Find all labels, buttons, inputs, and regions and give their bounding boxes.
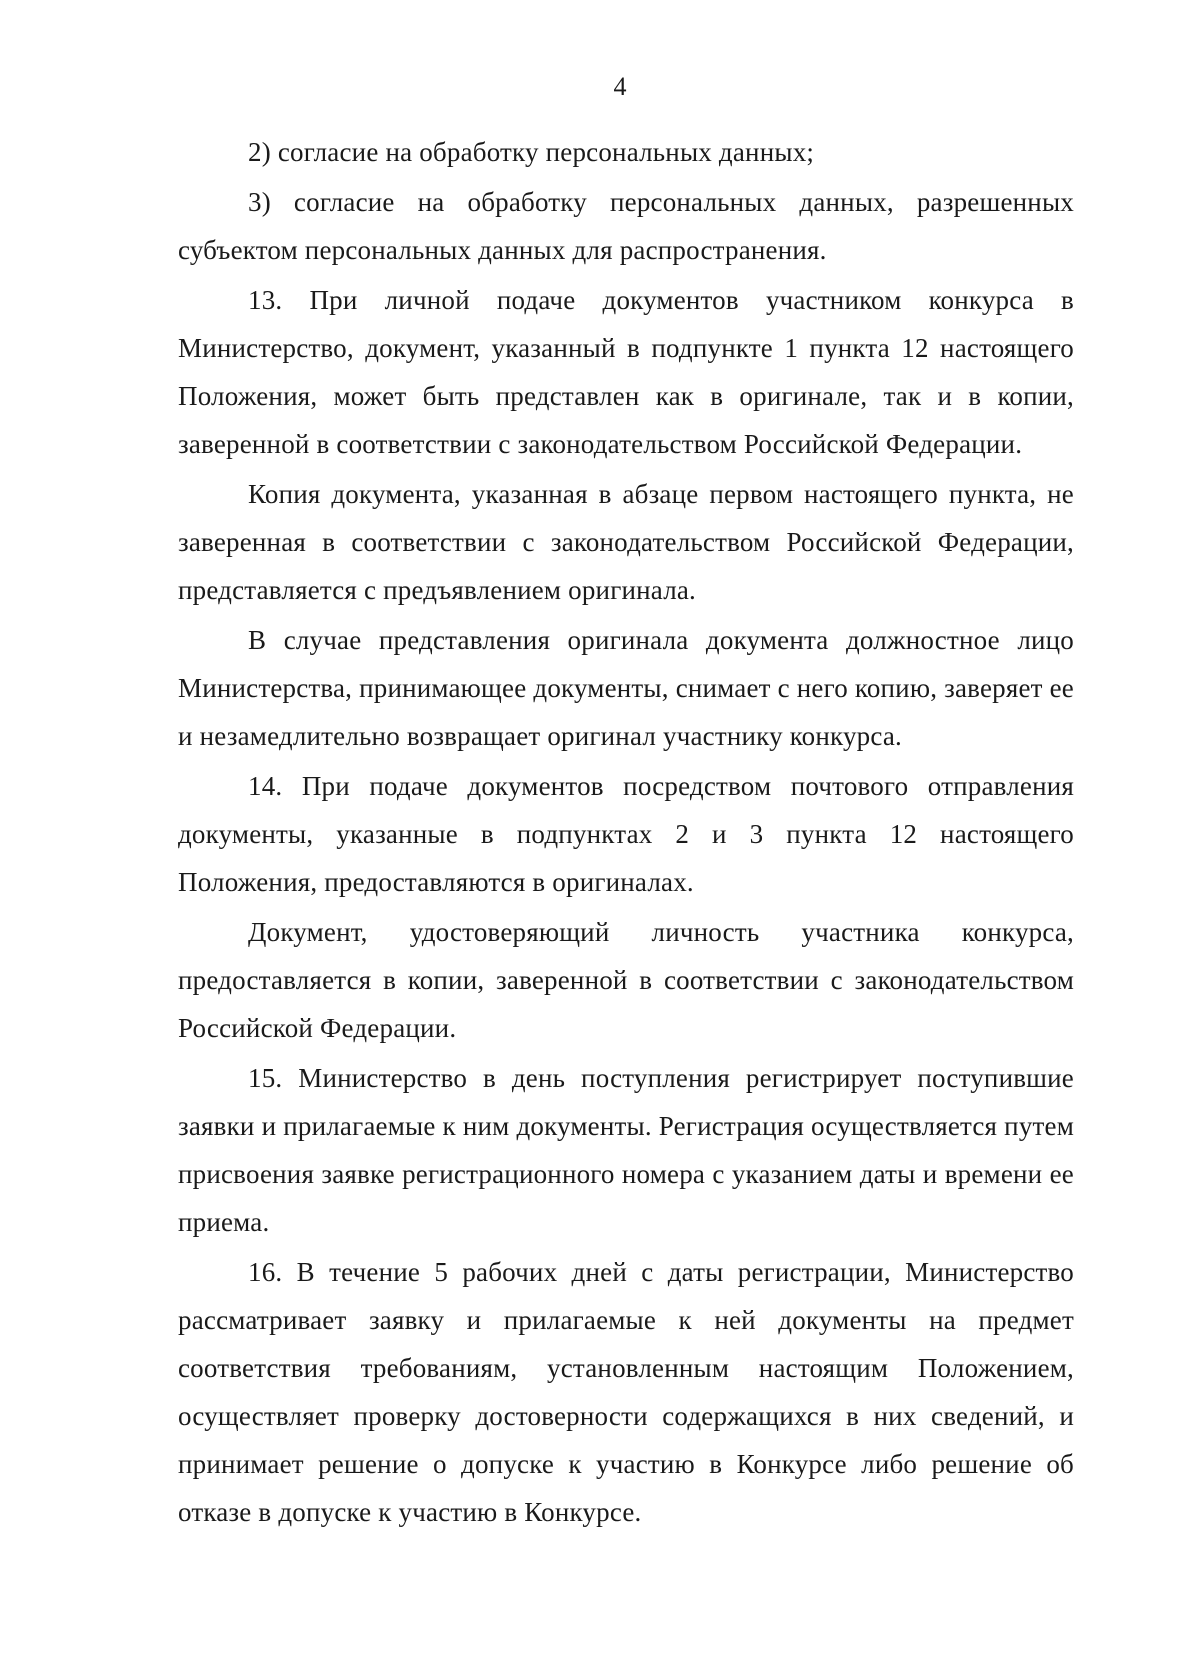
paragraph-identity-document: Документ, удостоверяющий личность участника конкурса, предоставляется в копии, заверенной в соответствии с законодательством Российской Федерации. [178,917,1074,1043]
paragraph-clause-15: 15. Министерство в день поступления регистрирует поступившие заявки и прилагаемые к ним документы. Регистрация осуществляется путем присвоения заявке регистрационного номера с указанием даты и времени ее приема. [178,1063,1074,1237]
paragraph-copy-certification: Копия документа, указанная в абзаце первом настоящего пункта, не заверенная в соответствии с законодательством Российской Федерации, представляется с предъявлением оригинала. [178,479,1074,605]
paragraph-clause-16: 16. В течение 5 рабочих дней с даты регистрации, Министерство рассматривает заявку и прилагаемые к ней документы на предмет соответствия требованиям, установленным настоящим Положением, осуществляет проверку достоверности содержащихся в них сведений, и принимает решение о допуске к участию в Конкурсе либо решение об отказе в допуске к участию в Конкурсе. [178,1257,1074,1527]
paragraph-clause-14: 14. При подаче документов посредством почтового отправления документы, указанные в подпунктах 2 и 3 пункта 12 настоящего Положения, предоставляются в оригиналах. [178,771,1074,897]
paragraph-item-2: 2) согласие на обработку персональных данных; [248,137,815,167]
paragraph-item-3: 3) согласие на обработку персональных данных, разрешенных субъектом персональных данных для распространения. [178,187,1074,265]
paragraph-original-return: В случае представления оригинала документа должностное лицо Министерства, принимающее документы, снимает с него копию, заверяет ее и незамедлительно возвращает оригинал участнику конкурса. [178,625,1074,751]
document-body [178,128,1074,1536]
page-number: 4 [613,72,627,101]
paragraph-clause-13: 13. При личной подаче документов участником конкурса в Министерство, документ, указанный в подпункте 1 пункта 12 настоящего Положения, может быть представлен как в оригинале, так и в копии, заверенной в соответствии с законодательством Российской Федерации. [178,285,1074,459]
